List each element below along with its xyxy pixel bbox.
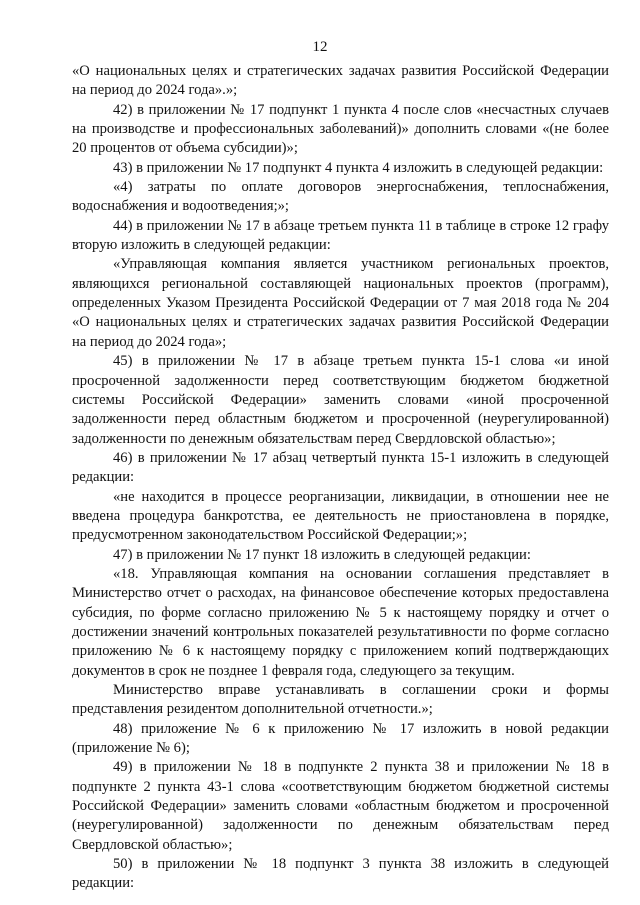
paragraph-quote-reorganization: «не находится в процессе реорганизации, ликвидации, в отношении нее не введена процедура банкротства, ее деятельность не приостановлена в порядке, предусмотренном законодательством Российской Федерации;»; [72,488,609,544]
paragraph-item-49: 49) в приложении № 18 в подпункте 2 пункта 38 и приложении № 18 в подпункте 2 пункта 43-1 слова «соответствующим бюджетом бюджетной системы Российской Федерации» заменить словами «областным бюджетом и просроченной (неурегулированной) задолженности по денежным обязательствам перед Свердловской областью»; [72,759,609,853]
paragraph-item-42: 42) в приложении № 17 подпункт 1 пункта 4 после слов «несчастных случаев на производстве и профессиональных заболеваний)» дополнить словами «(не более 20 процентов от объема субсидии)»; [72,101,609,157]
paragraph-quote-18: «18. Управляющая компания на основании соглашения представляет в Министерство отчет о расходах, на финансовое обеспечение которых предоставлена субсидия, по форме согласно приложению № 5 к настоящему порядку и отчет о достижении значений контрольных показателей результативности по форме согласно приложению № 6 к настоящему порядку с приложением копий подтверждающих документов в срок не позднее 1 февраля года, следующего за текущим. [72,565,609,679]
paragraph-quote-management-company: «Управляющая компания является участником региональных проектов, являющихся региональной составляющей национальных проектов (программ), определенных Указом Президента Российской Федерации от 7 мая 2018 года № 204 «О национальных целях и стратегических задачах развития Российской Федерации на период до 2024 года»; [72,256,609,350]
paragraph-item-46: 46) в приложении № 17 абзац четвертый пункта 15-1 изложить в следующей редакции: [72,449,609,486]
paragraph-item-47: 47) в приложении № 17 пункт 18 изложить в следующей редакции: [113,546,531,563]
paragraph-quote-4: «4) затраты по оплате договоров энергоснабжения, теплоснабжения, водоснабжения и водоотведения;»; [72,179,609,215]
page-number: 12 [312,39,328,55]
paragraph-item-43: 43) в приложении № 17 подпункт 4 пункта 4 изложить в следующей редакции: [113,159,604,176]
paragraph-1: «О национальных целях и стратегических задачах развития Российской Федерации на период до 2024 года».»; [72,63,609,99]
paragraph-ministry-reporting: Министерство вправе устанавливать в соглашении сроки и формы представления резидентом дополнительной отчетности.»; [72,682,609,718]
paragraph-item-45: 45) в приложении № 17 в абзаце третьем пункта 15-1 слова «и иной просроченной задолженности перед соответствующим бюджетом бюджетной системы Российской Федерации» заменить словами «иной просроченной задолженности перед областным бюджетом и просроченной (неурегулированной) задолженности по денежным обязательствам перед Свердловской областью»; [72,353,609,447]
document-body [72,62,609,894]
paragraph-item-44: 44) в приложении № 17 в абзаце третьем пункта 11 в таблице в строке 12 графу вторую изложить в следующей редакции: [72,217,609,254]
paragraph-item-50: 50) в приложении № 18 подпункт 3 пункта 38 изложить в следующей редакции: [72,856,609,892]
paragraph-item-48: 48) приложение № 6 к приложению № 17 изложить в новой редакции (приложение № 6); [72,720,609,757]
